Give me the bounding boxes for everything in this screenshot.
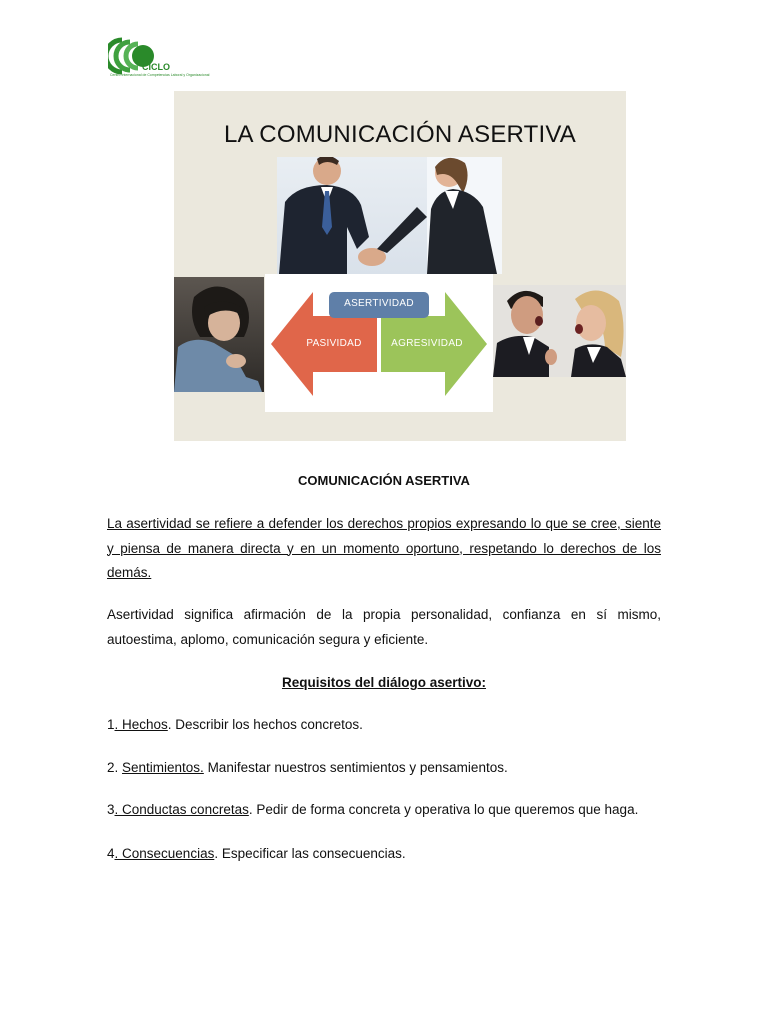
requirement-text: . Pedir de forma concreta y operativa lo que queremos que haga. <box>248 802 639 817</box>
ciclo-logo <box>108 36 218 80</box>
requirement-text: Manifestar nuestros sentimientos y pensamientos. <box>203 760 508 775</box>
requirement-term: . Consecuencias <box>114 846 215 861</box>
sad-person-photo <box>174 277 264 392</box>
requirement-number: 3 <box>107 802 115 817</box>
asertividad-label: ASERTIVIDAD <box>344 298 414 309</box>
requirement-number: 2. <box>107 760 123 775</box>
pasividad-label: PASIVIDAD <box>306 338 362 349</box>
requirement-number: 1 <box>107 717 115 732</box>
requirement-term: Sentimientos. <box>122 760 204 775</box>
logo-tagline: Centro Internacional de Competencias Laboral y Organizacional <box>110 73 210 77</box>
logo-brand: CICLO <box>142 62 170 72</box>
requirements-heading: Requisitos del diálogo asertivo: <box>281 675 487 690</box>
paragraph-meaning: Asertividad significa afirmación de la propia personalidad, confianza en sí mismo, autoestima, aplomo, comunicación segura y eficiente. <box>107 607 661 647</box>
requirement-item-4 <box>107 846 406 861</box>
requirement-item-3 <box>107 802 638 817</box>
handshake-photo <box>277 157 502 274</box>
document-heading: COMUNICACIÓN ASERTIVA <box>298 473 470 488</box>
paragraph-definition: La asertividad se refiere a defender los derechos propios expresando lo que se cree, siente y piensa de manera directa y en un momento oportuno, respetando lo derechos de los demás. <box>107 516 661 580</box>
requirement-item-2 <box>107 760 508 775</box>
requirement-term: . Hechos <box>114 717 168 732</box>
requirement-number: 4 <box>107 846 115 861</box>
assertive-communication-poster <box>174 91 626 441</box>
poster-title: LA COMUNICACIÓN ASERTIVA <box>224 121 576 148</box>
arguing-couple-photo <box>493 285 626 377</box>
requirement-text: . Especificar las consecuencias. <box>214 846 406 861</box>
requirement-term: . Conductas concretas <box>114 802 249 817</box>
requirement-item-1 <box>107 717 363 732</box>
agresividad-label: AGRESIVIDAD <box>391 338 463 349</box>
assertiveness-arrows-diagram <box>265 274 493 412</box>
requirement-text: . Describir los hechos concretos. <box>167 717 363 732</box>
